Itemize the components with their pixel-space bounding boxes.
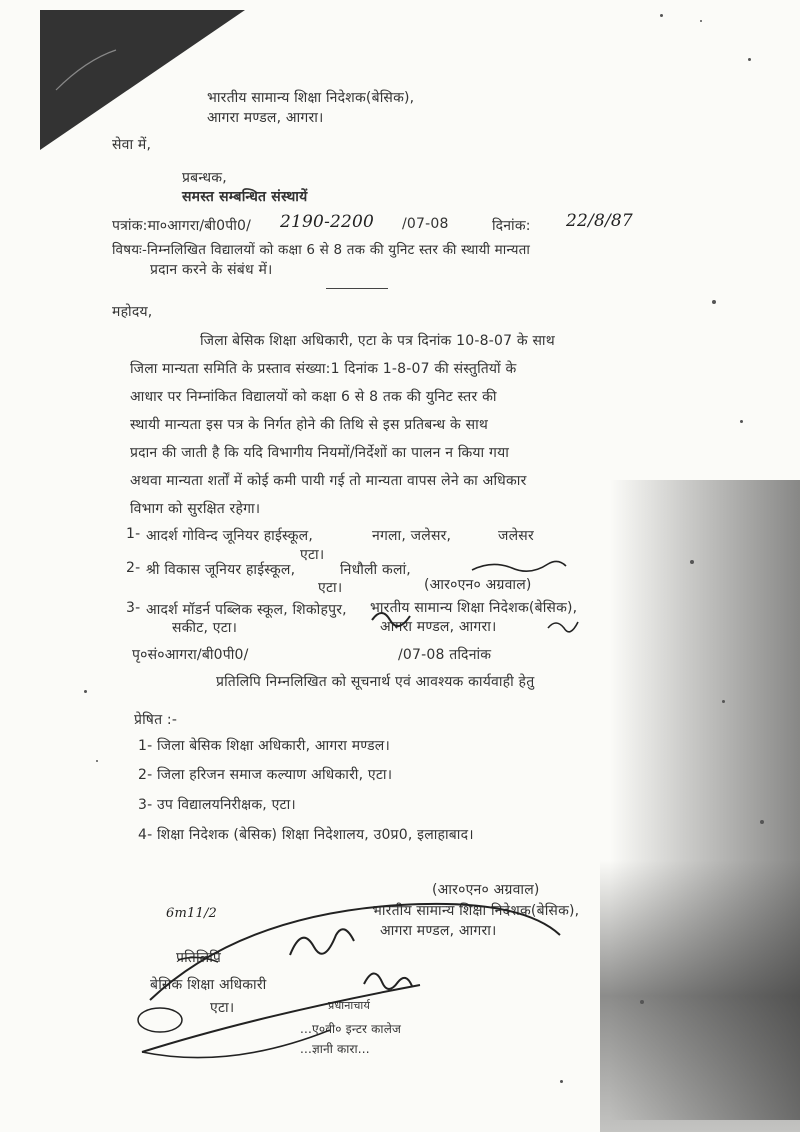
signatory-1-designation: भारतीय सामान्य शिक्षा निदेशक(बेसिक),: [370, 600, 578, 616]
school-1-num: 1-: [126, 526, 141, 542]
patrank-label: पत्रांक:मा०आगरा/बी0पी0/: [112, 218, 252, 234]
office-line-2: आगरा मण्डल, आगरा।: [207, 110, 324, 126]
salutation: महोदय,: [112, 304, 153, 320]
school-3-num: 3-: [126, 600, 141, 616]
body-line-2: जिला मान्यता समिति के प्रस्ताव संख्या:1 दिनांक 1-8-07 की संस्तुतियों के: [130, 361, 517, 377]
signatory-2-name: (आर०एन० अग्रवाल): [432, 882, 540, 898]
school-2-num: 2-: [126, 560, 141, 576]
patrank-suffix: /07-08: [402, 216, 449, 232]
copy-item-3: 3- उप विद्यालयनिरीक्षक, एटा।: [138, 797, 296, 813]
body-line-1: जिला बेसिक शिक्षा अधिकारी, एटा के पत्र दिनांक 10-8-07 के साथ: [200, 333, 555, 349]
signatory-2-designation: भारतीय सामान्य शिक्षा निदेशक(बेसिक),: [372, 903, 580, 919]
school-1-place: नगला, जलेसर,: [372, 528, 452, 544]
initial-mark-1: [372, 613, 410, 626]
signature-3-icon: [364, 973, 412, 989]
school-2-name: श्री विकास जूनियर हाईस्कूल,: [146, 562, 296, 578]
stamp-arc-top: [150, 904, 560, 1000]
body-line-4: स्थायी मान्यता इस पत्र के निर्गत होने की तिथि से इस प्रतिबन्ध के साथ: [130, 417, 489, 433]
office-line-1: भारतीय सामान्य शिक्षा निदेशक(बेसिक),: [207, 90, 415, 106]
signature-1-icon: [472, 561, 566, 571]
school-1-name: आदर्श गोविन्द जूनियर हाईस्कूल,: [146, 528, 313, 544]
signatory-1-name: (आर०एन० अग्रवाल): [424, 577, 532, 593]
hand-note: 6m11/2: [166, 906, 217, 921]
copy-patrank-date: /07-08 तदिनांक: [398, 647, 492, 663]
signatory-1-office: आगरा मण्डल, आगरा।: [380, 619, 497, 635]
school-2-place: निधौली कलां,: [340, 562, 411, 578]
school-1-extra: जलेसर: [498, 528, 534, 544]
copy-intro: प्रतिलिपि निम्नलिखित को सूचनार्थ एवं आवश्यक कार्यवाही हेतु: [216, 674, 535, 690]
date-handwritten: 22/8/87: [566, 211, 633, 231]
patrank-handwritten: 2190-2200: [280, 212, 375, 232]
signature-2-icon: [290, 929, 354, 955]
date-label: दिनांक:: [492, 218, 531, 234]
body-line-3: आधार पर निम्नांकित विद्यालयों को कक्षा 6 से 8 तक की युनिट स्तर की: [130, 389, 497, 405]
to-label: सेवा में,: [112, 137, 152, 153]
stamp-line-3: एटा।: [210, 1000, 235, 1016]
stamp-line-2: बेसिक शिक्षा अधिकारी: [150, 977, 267, 993]
college-line-2: ...ए०वी० इन्टर कालेज: [300, 1022, 402, 1036]
subject-line-2: प्रदान करने के संबंध में।: [150, 262, 273, 278]
body-line-5: प्रदान की जाती है कि यदि विभागीय नियमों/निर्देशों का पालन न किया गया: [130, 445, 510, 461]
copy-prefix: प्रेषित :-: [134, 712, 178, 728]
school-3-place: सकीट, एटा।: [172, 620, 238, 636]
body-line-7: विभाग को सुरक्षित रहेगा।: [130, 501, 261, 517]
copy-item-4: 4- शिक्षा निदेशक (बेसिक) शिक्षा निदेशालय, उ0प्र0, इलाहाबाद।: [138, 827, 474, 843]
college-line-1: प्रधानाचार्य: [328, 999, 371, 1012]
college-line-3: ...ज्ञानी कारा...: [300, 1042, 370, 1056]
corner-fold-line: [56, 50, 116, 90]
school-2-district: एटा।: [318, 580, 343, 596]
stamp-underline: [178, 957, 218, 962]
signature-1-flourish: [548, 622, 578, 632]
copy-patrank: पृ०सं०आगरा/बी0पी0/: [132, 647, 249, 663]
subject-line-1: विषयः-निम्नलिखित विद्यालयों को कक्षा 6 से 8 तक की युनिट स्तर की स्थायी मान्यता: [112, 242, 531, 258]
stamp-line-1: प्रतिलिपि: [176, 950, 222, 966]
school-1-district: एटा।: [300, 547, 325, 563]
body-line-6: अथवा मान्यता शर्तों में कोई कमी पायी गई तो मान्यता वापस लेने का अधिकार: [130, 473, 527, 489]
copy-item-2: 2- जिला हरिजन समाज कल्याण अधिकारी, एटा।: [138, 767, 393, 783]
school-3-name: आदर्श मॉडर्न पब्लिक स्कूल, शिकोहपुर,: [146, 602, 347, 618]
copy-item-1: 1- जिला बेसिक शिक्षा अधिकारी, आगरा मण्डल।: [138, 738, 391, 754]
stamp-arc-bottom: [142, 985, 420, 1052]
signatory-2-office: आगरा मण्डल, आगरा।: [380, 923, 497, 939]
addressee-line-2: समस्त सम्बन्धित संस्थायें: [182, 189, 308, 205]
footer-oval: [138, 1008, 182, 1032]
addressee-line-1: प्रबन्धक,: [182, 170, 227, 186]
